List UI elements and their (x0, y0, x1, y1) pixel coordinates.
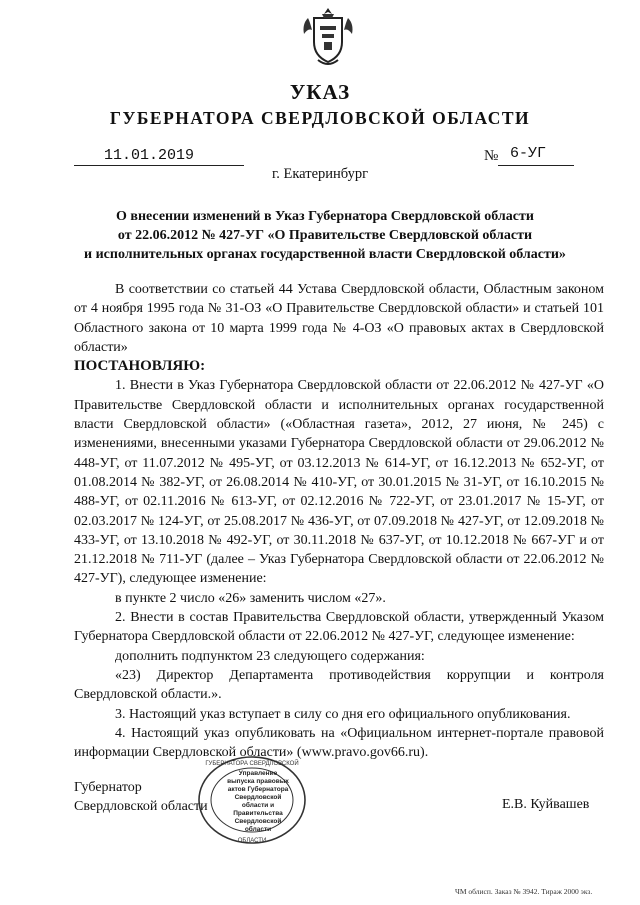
coat-of-arms-icon (298, 4, 358, 70)
decree-word: ПОСТАНОВЛЯЮ: (74, 358, 206, 375)
heading-line-3: и исполнительных органах государственной власти Свердловской области» (84, 247, 566, 262)
role-line-2: Свердловской области (74, 799, 208, 814)
svg-text:ОБЛАСТИ: ОБЛАСТИ (237, 838, 267, 844)
doc-heading (60, 207, 590, 264)
item-2-add: дополнить подпунктом 23 следующего содержания: (115, 648, 425, 664)
heading-line-1: О внесении изменений в Указ Губернатора Свердловской области (116, 209, 534, 224)
doc-date: 11.01.2019 (104, 147, 195, 164)
item-4: 4. Настоящий указ опубликовать на «Официальном интернет-портале правовой информации Свердловской области» (www.pravo.gov66.ru). (74, 725, 604, 761)
item-2: 2. Внести в состав Правительства Свердловской области, утвержденный Указом Губернатора Свердловской области от 22.06.2012 № 427-УГ, следующее изменение: (74, 610, 604, 645)
item-1: 1. Внести в Указ Губернатора Свердловской области от 22.06.2012 № 427-УГ «О Правительстве Свердловской области и исполнительных органах государственной власти Свердловской области» («Областная газета», 2012, 27 июня, № 245) с изменениями, внесенными указами Губернатора Свердловской области от 29.06.2012 № 448-УГ, от 11.07.2012 № 495-УГ, от 03.12.2013 № 614-УГ, от 16.12.2013 № 652-УГ, от 01.08.2014 № 382-УГ, от 26.08.2014 № 410-УГ, от 30.01.2015 № 31-УГ, от 16.10.2015 № 488-УГ, от 02.11.2016 № 613-УГ, от 02.12.2016 № 722-УГ, от 23.01.2017 № 15-УГ, от 02.03.2017 № 124-УГ, от 25.08.2017 № 436-УГ, от 07.09.2018 № 427-УГ, от 12.09.2018 № 433-УГ, от 13.10.2018 № 492-УГ, от 30.11.2018 № 637-УГ, от 10.12.2018 № 667-УГ и от 21.12.2018 № 711-УГ (далее – Указ Губернатора Свердловской области от 22.06.2012 № 427-УГ), следующее изменение: (74, 378, 604, 587)
print-info: ЧМ облисп. Заказ № 3942. Тираж 2000 экз. (455, 887, 593, 896)
signatory-role (74, 778, 208, 816)
item-3: 3. Настоящий указ вступает в силу со дня его официального опубликования. (115, 706, 571, 722)
item-2-text: «23) Директор Департамента противодействия коррупции и контроля Свердловской области.». (74, 667, 604, 703)
city: г. Екатеринбург (271, 166, 369, 182)
svg-text:ГУБЕРНАТОРА СВЕРДЛОВСКОЙ: ГУБЕРНАТОРА СВЕРДЛОВСКОЙ (205, 761, 299, 767)
item-1-change: в пункте 2 число «26» заменить числом «27». (115, 590, 386, 606)
heading-line-2: от 22.06.2012 № 427-УГ «О Правительстве Свердловской области (117, 228, 533, 243)
doc-number: 6-УГ (510, 145, 547, 162)
stamp-text: Управление выпуска правовых актов Губернатора Свердловской области и Правительства Свердловской области (227, 770, 289, 833)
number-sign: № (484, 148, 499, 164)
preamble: В соответствии со статьей 44 Устава Свердловской области, Областным законом от 4 ноября 1995 года № 31-ОЗ «О Правительстве Свердловской области» и статьей 101 Областного закона от 10 марта 1999 года № 4-ОЗ «О правовых актах в Свердловской области» (74, 282, 604, 355)
doc-body (74, 280, 604, 762)
issuer: ГУБЕРНАТОРА СВЕРДЛОВСКОЙ ОБЛАСТИ (109, 108, 531, 128)
role-line-1: Губернатор (74, 780, 142, 795)
doc-type: УКАЗ (289, 80, 351, 104)
signatory-name: Е.В. Куйвашев (502, 797, 590, 812)
